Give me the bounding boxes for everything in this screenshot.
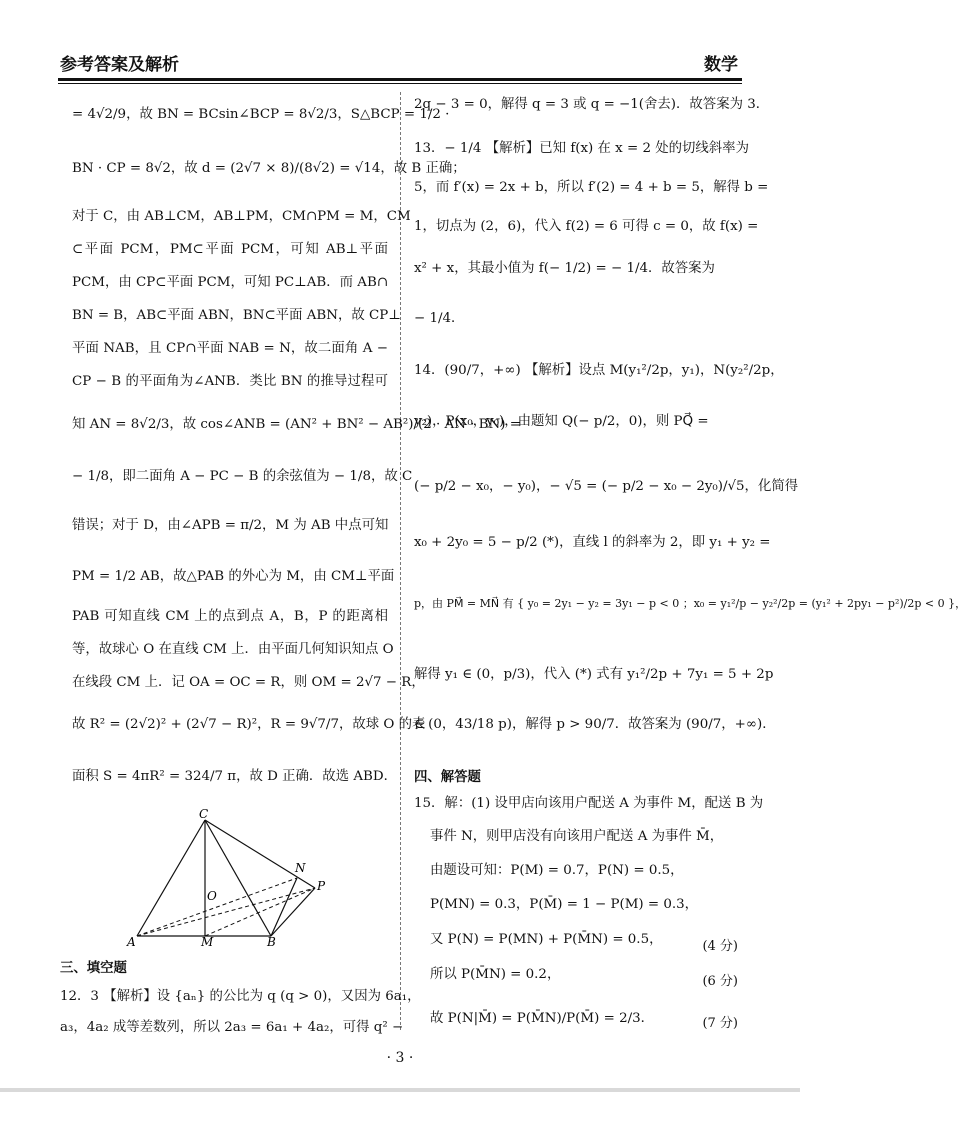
solution-line: x₀ + 2y₀ = 5 − p/2 (*)，直线 l 的斜率为 2，即 y₁ + y₂ = bbox=[414, 535, 771, 550]
header-rule bbox=[58, 78, 742, 81]
solution-line: 平面 NAB，且 CP∩平面 NAB = N，故二面角 A − bbox=[72, 341, 388, 356]
q15-line: 15．解：(1) 设甲店向该用户配送 A 为事件 M，配送 B 为 bbox=[414, 796, 764, 811]
q15-line: 故 P(N|M̄) = P(M̄N)/P(M̄) = 2/3． bbox=[430, 1011, 655, 1026]
label-C: C bbox=[199, 807, 209, 821]
solution-line: BN · CP = 8√2，故 d = (2√7 × 8)/(8√2) = √14，故 B 正确； bbox=[72, 161, 466, 176]
header-rule-thin bbox=[58, 83, 742, 84]
solution-line: 在线段 CM 上．记 OA = OC = R，则 OM = 2√7 − R， bbox=[72, 675, 425, 690]
section-heading: 三、填空题 bbox=[60, 961, 127, 976]
q15-line: 又 P(N) = P(MN) + P(M̄N) = 0.5， bbox=[430, 932, 663, 947]
solution-line: ⊂平面 PCM，PM⊂平面 PCM，可知 AB⊥平面 bbox=[72, 242, 388, 257]
q15-line: P(MN) = 0.3，P(M̄) = 1 − P(M) = 0.3， bbox=[430, 897, 699, 912]
header-title: 参考答案及解析 bbox=[60, 55, 179, 75]
edge-BP bbox=[271, 888, 315, 936]
label-O: O bbox=[207, 889, 217, 903]
q15-line: 由题设可知：P(M) = 0.7，P(N) = 0.5， bbox=[430, 863, 684, 878]
edge-CP bbox=[205, 820, 315, 888]
solution-line: − 1/4． bbox=[414, 311, 465, 326]
solution-line: BN = B，AB⊂平面 ABN，BN⊂平面 ABN，故 CP⊥ bbox=[72, 308, 401, 323]
solution-line: 14．(90/7，+∞) 【解析】设点 M(y₁²/2p，y₁)，N(y₂²/2p， bbox=[414, 363, 784, 378]
q12-line: a₃，4a₂ 成等差数列，所以 2a₃ = 6a₁ + 4a₂，可得 q² − bbox=[60, 1020, 404, 1035]
solution-line: ∈ (0，43/18 p)，解得 p > 90/7．故答案为 (90/7，+∞)． bbox=[414, 717, 776, 732]
solution-line: 1，切点为 (2，6)，代入 f(2) = 6 可得 c = 0，故 f(x) = bbox=[414, 219, 759, 234]
score-label: (7 分) bbox=[702, 1016, 738, 1031]
q12-line: 12．3 【解析】设 {aₙ} 的公比为 q (q > 0)，又因为 6a₁， bbox=[60, 989, 421, 1004]
edge-MP bbox=[205, 888, 315, 936]
solution-line: 5，而 f′(x) = 2x + b，所以 f′(2) = 4 + b = 5，解得 b = bbox=[414, 180, 769, 195]
solution-line: PAB 可知直线 CM 上的点到点 A，B，P 的距离相 bbox=[72, 609, 388, 624]
score-label: (6 分) bbox=[702, 974, 738, 989]
column-divider bbox=[400, 92, 401, 1030]
label-B: B bbox=[267, 935, 276, 949]
solution-line: PM = 1/2 AB，故△PAB 的外心为 M，由 CM⊥平面 bbox=[72, 569, 395, 584]
solution-line: PCM，由 CP⊂平面 PCM，可知 PC⊥AB．而 AB∩ bbox=[72, 275, 389, 290]
q15-line: 事件 N，则甲店没有向该用户配送 A 为事件 M̄， bbox=[430, 829, 724, 844]
label-N: N bbox=[295, 861, 306, 875]
solution-line: 等，故球心 O 在直线 CM 上．由平面几何知识知点 O bbox=[72, 642, 394, 657]
label-A: A bbox=[127, 935, 136, 949]
solution-line: 知 AN = 8√2/3，故 cos∠ANB = (AN² + BN² − AB²)/(2 · AN · BN) = bbox=[72, 417, 521, 432]
solution-line: 故 R² = (2√2)² + (2√7 − R)²，R = 9√7/7，故球 O 的表 bbox=[72, 717, 426, 732]
q15-line: 所以 P(M̄N) = 0.2， bbox=[430, 967, 561, 982]
edge-AP bbox=[137, 888, 315, 936]
edge-BN bbox=[271, 878, 297, 936]
solution-line: 错误；对于 D，由∠APB = π/2，M 为 AB 中点可知 bbox=[72, 518, 389, 533]
page-number: · 3 · bbox=[386, 1050, 414, 1066]
header-subject: 数学 bbox=[704, 55, 738, 75]
solution-line: 对于 C，由 AB⊥CM，AB⊥PM，CM∩PM = M，CM bbox=[72, 209, 411, 224]
solution-line: x² + x，其最小值为 f(− 1/2) = − 1/4．故答案为 bbox=[414, 261, 715, 276]
solution-line: p，由 PM⃗ = MN⃗ 有 { y₀ = 2y₁ − y₂ = 3y₁ − p < 0 ；x₀ = y₁²/p − y₂²/2p = (y₁² + 2py₁ − p²)/2p < 0 }， bbox=[414, 597, 966, 610]
score-label: (4 分) bbox=[702, 939, 738, 954]
solution-line: 2q − 3 = 0，解得 q = 3 或 q = −1(舍去)．故答案为 3． bbox=[414, 97, 770, 112]
solution-line: CP − B 的平面角为∠ANB．类比 BN 的推导过程可 bbox=[72, 374, 388, 389]
solution-line: y₂)，P(x₀，y₀)，由题知 Q(− p/2，0)，则 PQ⃗ = bbox=[414, 414, 709, 429]
label-P: P bbox=[317, 879, 326, 893]
bottom-rule bbox=[0, 1088, 800, 1092]
pyramid-figure bbox=[125, 808, 335, 948]
section-heading: 四、解答题 bbox=[414, 770, 481, 785]
edge-CA bbox=[137, 820, 205, 936]
solution-line: 面积 S = 4πR² = 324/7 π，故 D 正确．故选 ABD． bbox=[72, 769, 397, 784]
solution-line: − 1/8，即二面角 A − PC − B 的余弦值为 − 1/8，故 C bbox=[72, 469, 413, 484]
solution-line: 解得 y₁ ∈ (0，p/3)，代入 (*) 式有 y₁²/2p + 7y₁ = 5 + 2p bbox=[414, 667, 774, 682]
edge-AN bbox=[137, 878, 297, 936]
solution-line: (− p/2 − x₀，− y₀)，− √5 = (− p/2 − x₀ − 2y₀)/√5，化简得 bbox=[414, 479, 799, 494]
edge-CB bbox=[205, 820, 271, 936]
label-M: M bbox=[201, 935, 214, 949]
solution-line: 13．− 1/4 【解析】已知 f(x) 在 x = 2 处的切线斜率为 bbox=[414, 141, 749, 156]
solution-line: = 4√2/9，故 BN = BCsin∠BCP = 8√2/3，S△BCP = 1/2 · bbox=[72, 107, 450, 122]
